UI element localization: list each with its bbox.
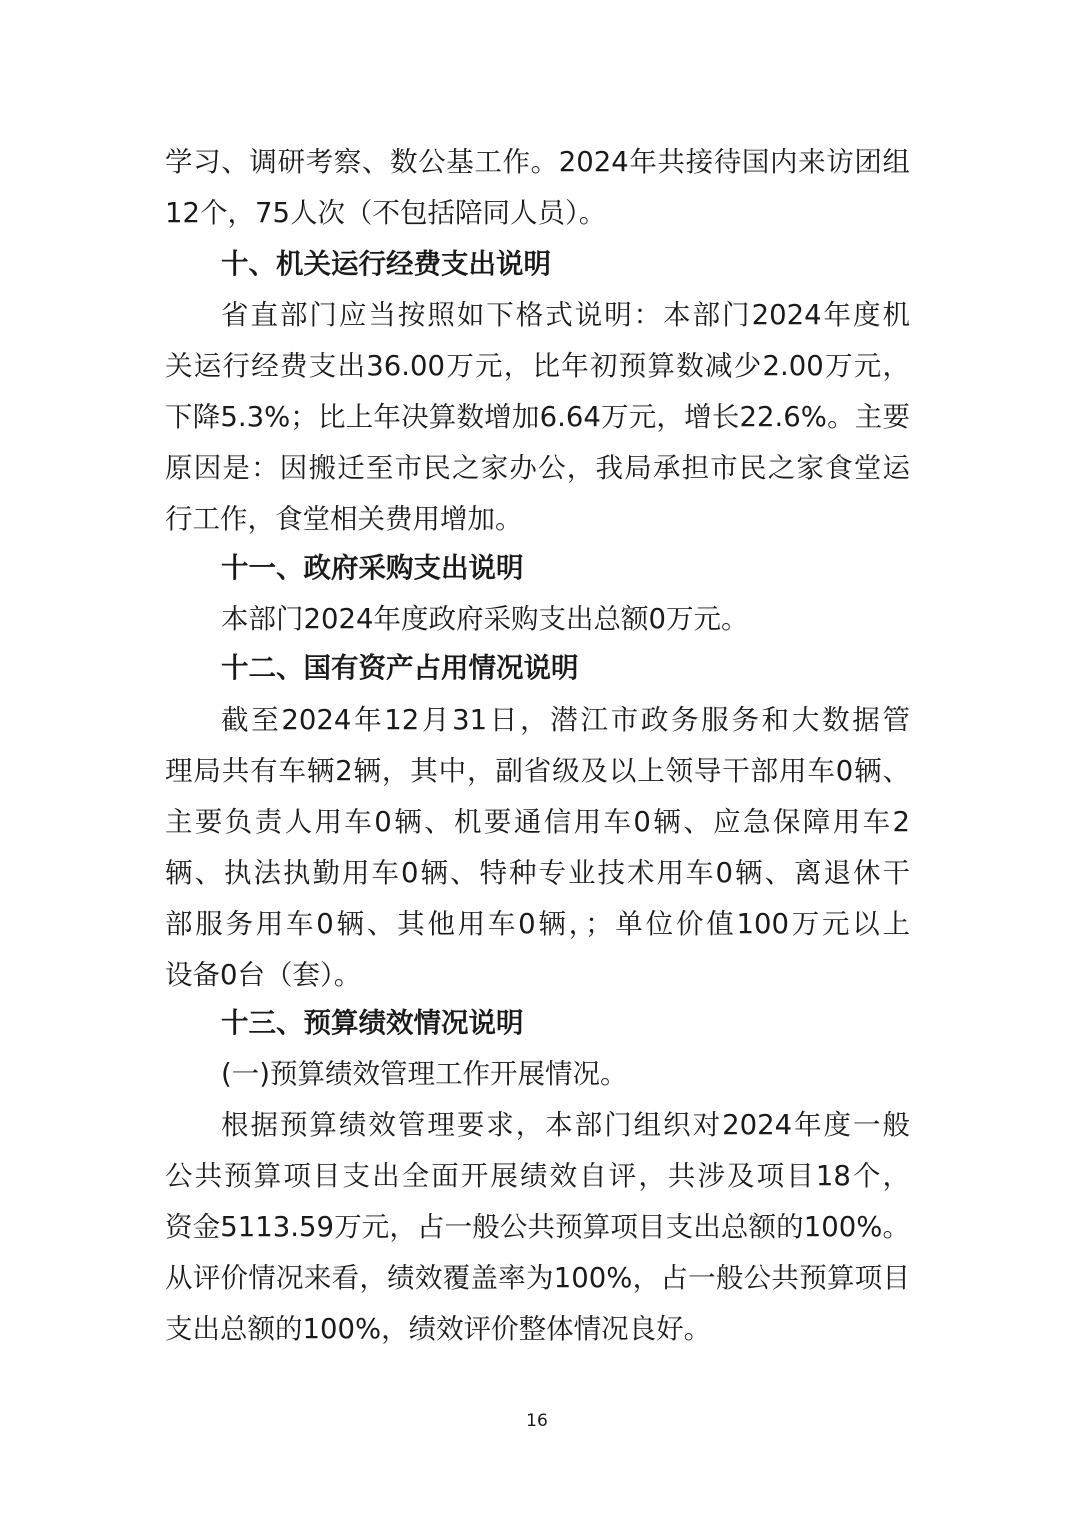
paragraph-line: 关运行经费支出36.00万元，比年初预算数减少2.00万元， xyxy=(165,350,910,382)
section-heading-10: 十、机关运行经费支出说明 xyxy=(221,248,551,280)
paragraph-line: 理局共有车辆2辆，其中，副省级及以上领导干部用车0辆、 xyxy=(165,755,910,787)
paragraph-line: 行工作，食堂相关费用增加。 xyxy=(165,503,523,535)
section-heading-12: 十二、国有资产占用情况说明 xyxy=(221,652,579,684)
paragraph-line: 公共预算项目支出全面开展绩效自评，共涉及项目18个， xyxy=(165,1160,910,1192)
paragraph-line: 12个，75人次（不包括陪同人员）。 xyxy=(165,197,607,229)
section-heading-13: 十三、预算绩效情况说明 xyxy=(221,1007,524,1039)
paragraph-line: 设备0台（套）。 xyxy=(165,959,362,991)
paragraph-line: 从评价情况来看，绩效覆盖率为100%，占一般公共预算项目 xyxy=(165,1262,910,1294)
paragraph-line: 省直部门应当按照如下格式说明：本部门2024年度机 xyxy=(221,299,910,331)
paragraph-line: 资金5113.59万元，占一般公共预算项目支出总额的100%。 xyxy=(165,1211,910,1243)
page-number: 16 xyxy=(526,1411,548,1431)
paragraph-line: 支出总额的100%，绩效评价整体情况良好。 xyxy=(165,1313,712,1345)
paragraph-line: 截至2024年12月31日，潜江市政务服务和大数据管 xyxy=(221,704,910,736)
paragraph-line: 部服务用车0辆、其他用车0辆，；单位价值100万元以上 xyxy=(165,908,910,940)
paragraph-line: 本部门2024年度政府采购支出总额0万元。 xyxy=(221,603,749,635)
paragraph-line: 主要负责人用车0辆、机要通信用车0辆、应急保障用车2 xyxy=(165,806,910,838)
section-heading-11: 十一、政府采购支出说明 xyxy=(221,552,524,584)
paragraph-line: 原因是：因搬迁至市民之家办公，我局承担市民之家食堂运 xyxy=(165,452,910,484)
subsection-heading: (一)预算绩效管理工作开展情况。 xyxy=(221,1058,628,1090)
paragraph-line: 下降5.3%；比上年决算数增加6.64万元，增长22.6%。主要 xyxy=(165,401,910,433)
paragraph-line: 根据预算绩效管理要求，本部门组织对2024年度一般 xyxy=(221,1109,910,1141)
paragraph-line: 辆、执法执勤用车0辆、特种专业技术用车0辆、离退休干 xyxy=(165,857,910,889)
paragraph-line: 学习、调研考察、数公基工作。2024年共接待国内来访团组 xyxy=(165,146,910,178)
